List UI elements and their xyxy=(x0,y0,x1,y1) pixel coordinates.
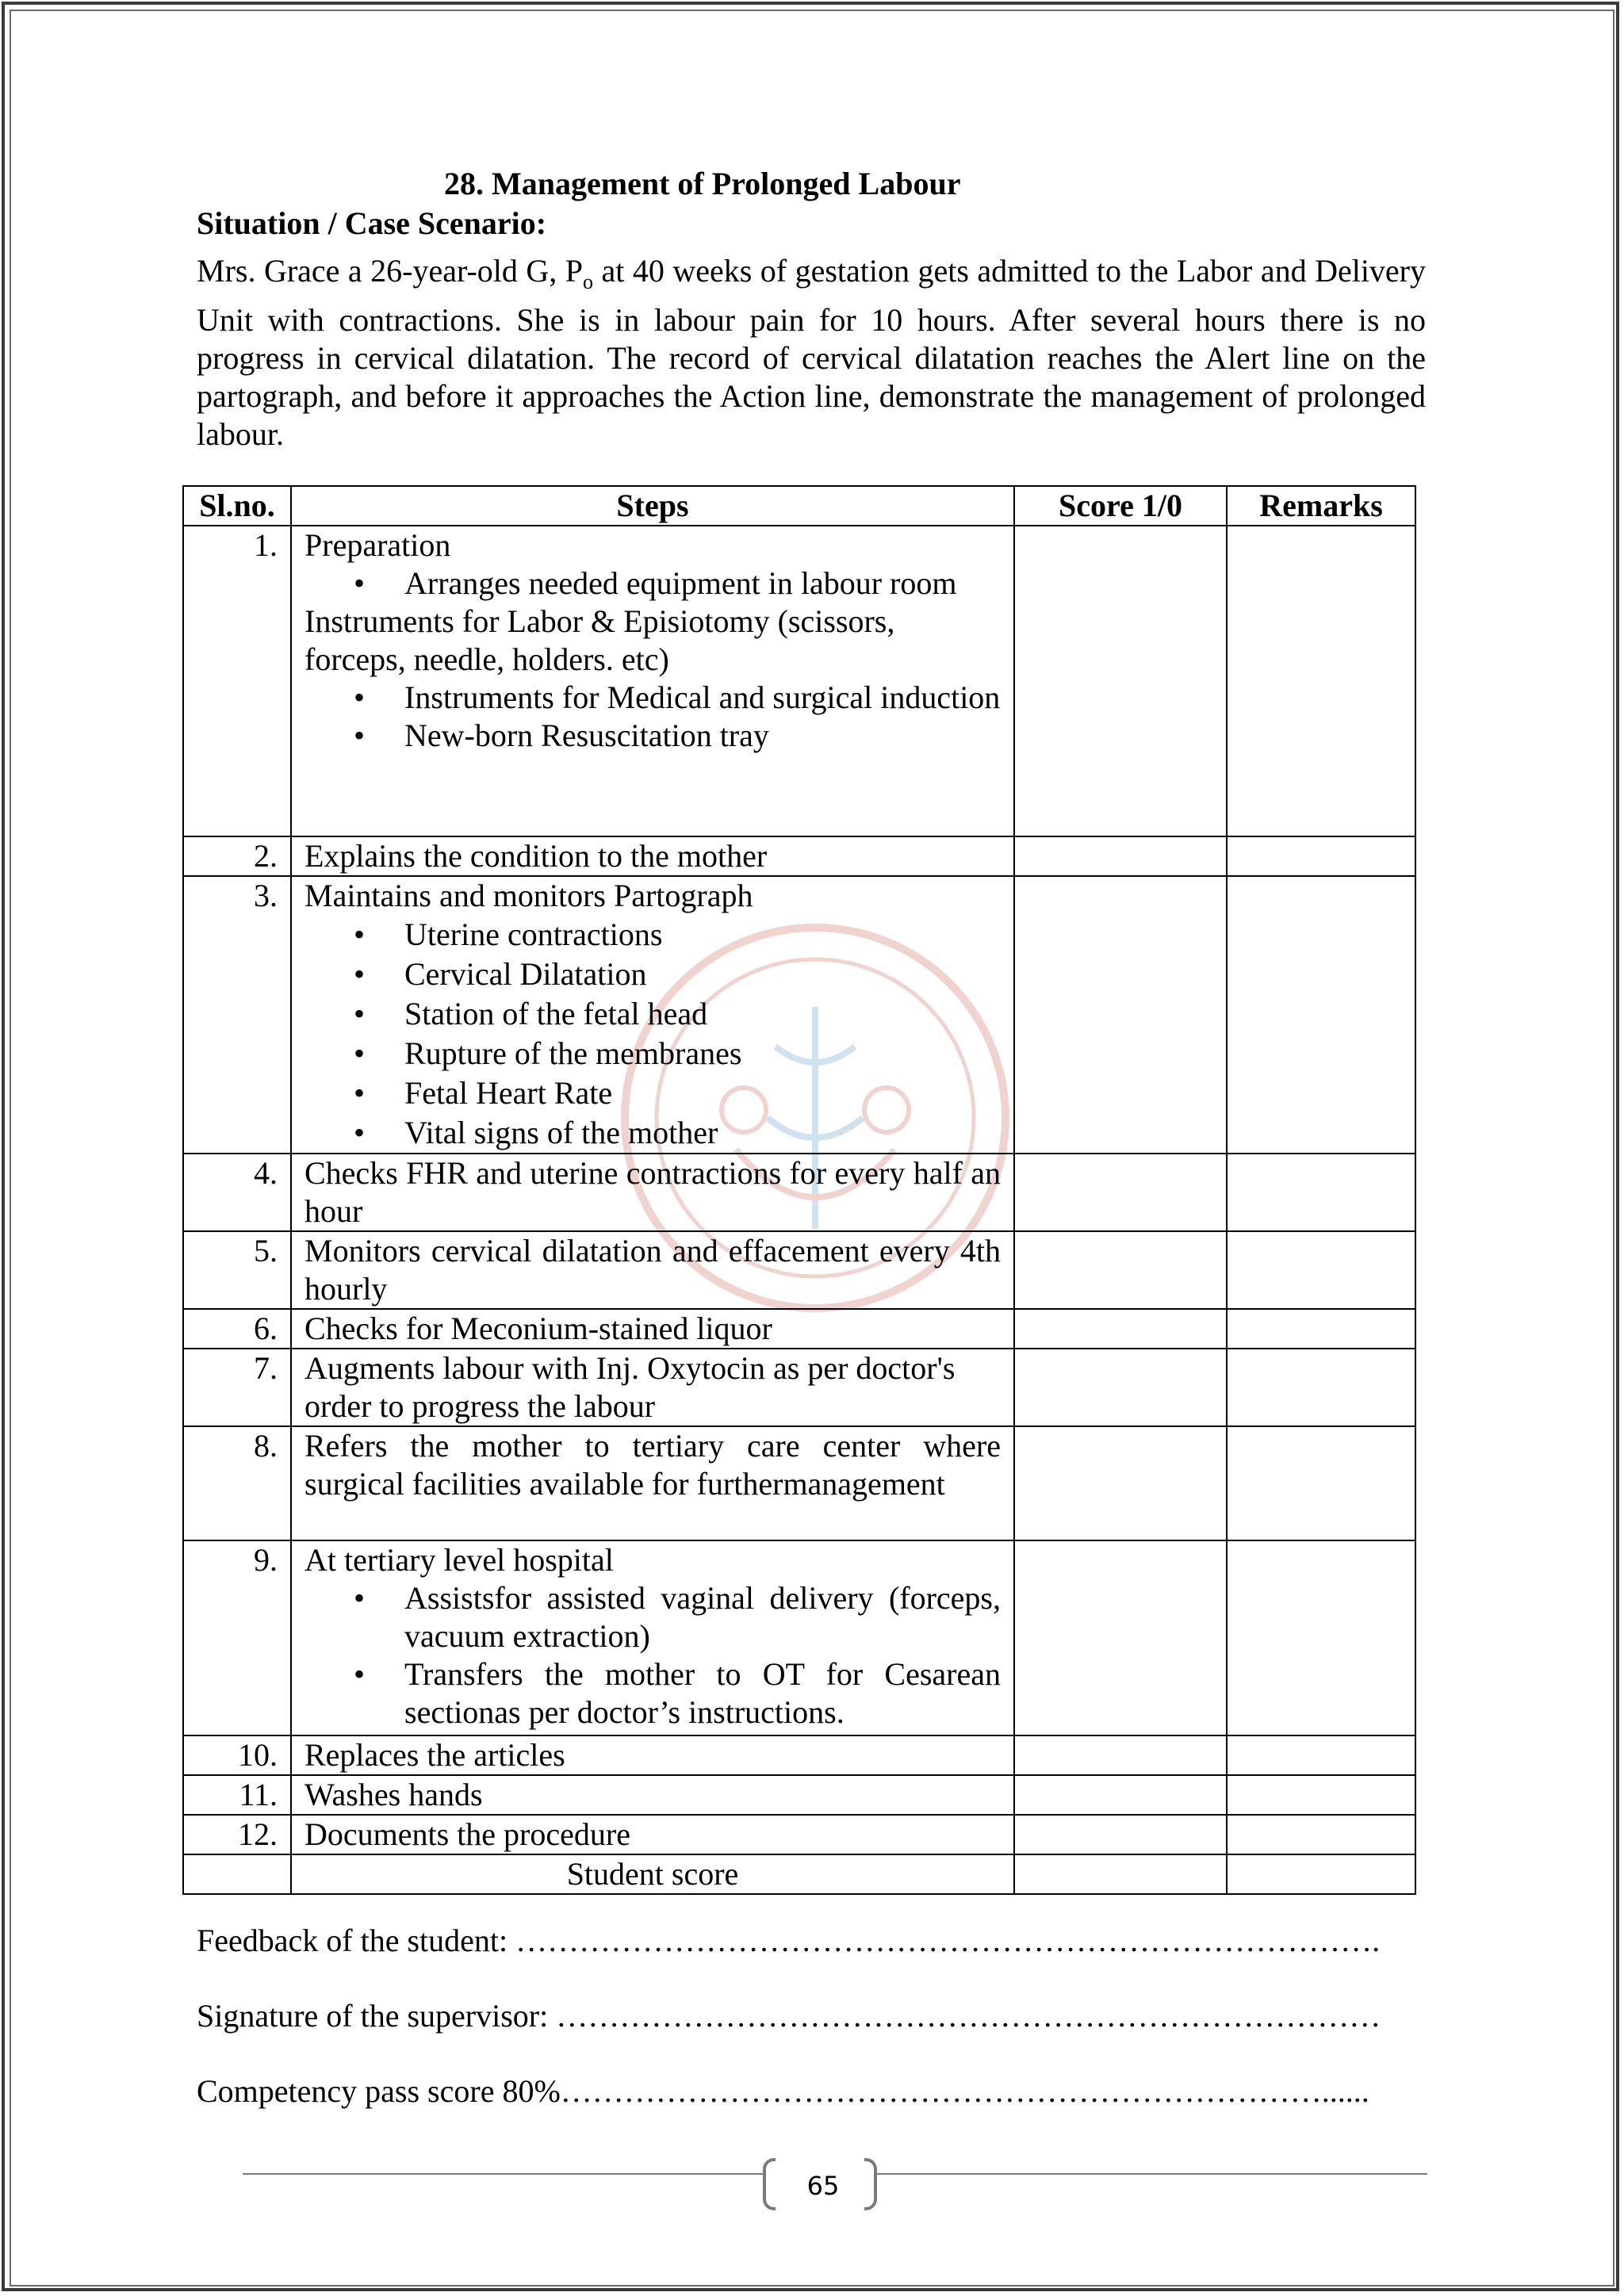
footer-rule-left xyxy=(243,2173,763,2175)
row-number: 10. xyxy=(183,1735,291,1775)
footer-rule-right xyxy=(877,2173,1427,2175)
step-text: Replaces the articles xyxy=(291,1735,1014,1775)
remarks-cell[interactable] xyxy=(1227,1309,1415,1349)
row-number: 8. xyxy=(183,1426,291,1540)
page-title: 28. Management of Prolonged Labour xyxy=(444,166,961,201)
column-header-steps: Steps xyxy=(291,486,1014,526)
step-cell xyxy=(291,1540,1014,1735)
remarks-cell[interactable] xyxy=(1227,526,1415,836)
remarks-cell[interactable] xyxy=(1227,1349,1415,1426)
feedback-line: Feedback of the student: ………………………………………………………………………. xyxy=(197,1923,1381,1958)
score-cell[interactable] xyxy=(1014,1735,1227,1775)
table-row xyxy=(183,1735,1415,1775)
step-bullet: • Vital signs of the mother xyxy=(404,1113,1001,1153)
table-row xyxy=(183,1309,1415,1349)
remarks-cell[interactable] xyxy=(1227,1540,1415,1735)
situation-heading: Situation / Case Scenario: xyxy=(197,205,547,241)
table-row xyxy=(183,1154,1415,1231)
step-text: Augments labour with Inj. Oxytocin as per doctor's order to progress the labour xyxy=(291,1349,1014,1426)
student-score-label: Student score xyxy=(291,1854,1014,1894)
signature-line: Signature of the supervisor: …………………………………………………………………… xyxy=(197,1998,1381,2034)
row-number: 12. xyxy=(183,1815,291,1854)
step-bullet: • New-born Resuscitation tray xyxy=(404,717,1001,755)
score-cell[interactable] xyxy=(1014,876,1227,1154)
step-text: Checks for Meconium-stained liquor xyxy=(291,1309,1014,1349)
row-number: 9. xyxy=(183,1540,291,1735)
row-number: 3. xyxy=(183,876,291,1154)
table-row xyxy=(183,876,1415,1154)
step-cell xyxy=(291,526,1014,836)
score-cell[interactable] xyxy=(1014,1309,1227,1349)
score-cell[interactable] xyxy=(1014,1775,1227,1815)
empty-cell xyxy=(183,1854,291,1894)
score-cell[interactable] xyxy=(1014,1426,1227,1540)
table-row xyxy=(183,1349,1415,1426)
score-cell[interactable] xyxy=(1014,1349,1227,1426)
student-remarks-cell[interactable] xyxy=(1227,1854,1415,1894)
remarks-cell[interactable] xyxy=(1227,1231,1415,1309)
student-score-cell[interactable] xyxy=(1014,1854,1227,1894)
table-row xyxy=(183,1775,1415,1815)
table-row xyxy=(183,1231,1415,1309)
step-bullet: • Arranges needed equipment in labour room xyxy=(404,564,1001,603)
step-text: Maintains and monitors Partograph xyxy=(304,878,753,913)
step-bullet: • Rupture of the membranes xyxy=(404,1034,1001,1073)
remarks-cell[interactable] xyxy=(1227,1735,1415,1775)
step-text: Documents the procedure xyxy=(291,1815,1014,1854)
column-header-slno: Sl.no. xyxy=(183,486,291,526)
table-row xyxy=(183,1815,1415,1854)
step-cell xyxy=(291,876,1014,1154)
step-text: At tertiary level hospital xyxy=(304,1542,614,1578)
step-text: Washes hands xyxy=(291,1775,1014,1815)
table-row xyxy=(183,526,1415,836)
score-cell[interactable] xyxy=(1014,836,1227,876)
row-number: 4. xyxy=(183,1154,291,1231)
case-scenario-text: Mrs. Grace a 26-year-old G, $P_o$ at 40 weeks of gestation gets admitted to the Labor and Delivery Unit with contractions. She is in labour pain for 10 hours. After several hours there is no progress in cervical dilatation. The record of cervical dilatation reaches the Alert line on the partograph, and before it approaches the Action line, demonstrate the management of prolonged labour. xyxy=(197,253,1427,452)
step-bullet: • Cervical Dilatation xyxy=(404,955,1001,994)
score-cell[interactable] xyxy=(1014,1154,1227,1231)
table-row xyxy=(183,1426,1415,1540)
score-cell[interactable] xyxy=(1014,1540,1227,1735)
remarks-cell[interactable] xyxy=(1227,876,1415,1154)
score-cell[interactable] xyxy=(1014,1231,1227,1309)
score-cell[interactable] xyxy=(1014,1815,1227,1854)
page-number-bracket-left xyxy=(763,2158,776,2210)
step-text: Explains the condition to the mother xyxy=(291,836,1014,876)
row-number: 5. xyxy=(183,1231,291,1309)
row-number: 2. xyxy=(183,836,291,876)
row-number: 7. xyxy=(183,1349,291,1426)
table-header-row xyxy=(183,486,1415,526)
remarks-cell[interactable] xyxy=(1227,1426,1415,1540)
row-number: 1. xyxy=(183,526,291,836)
student-score-row xyxy=(183,1854,1415,1894)
row-number: 6. xyxy=(183,1309,291,1349)
score-cell[interactable] xyxy=(1014,526,1227,836)
step-bullet: • Transfers the mother to OT for Cesarean sectionas per doctor’s instructions. xyxy=(404,1655,1001,1732)
step-bullet: • Instruments for Medical and surgical induction xyxy=(404,679,1001,717)
step-text: Instruments for Labor & Episiotomy (scissors, forceps, needle, holders. etc) xyxy=(304,603,895,677)
remarks-cell[interactable] xyxy=(1227,1154,1415,1231)
page-number: 65 xyxy=(806,2171,840,2201)
table-row xyxy=(183,836,1415,876)
table-row xyxy=(183,1540,1415,1735)
column-header-score: Score 1/0 xyxy=(1014,486,1227,526)
remarks-cell[interactable] xyxy=(1227,1815,1415,1854)
step-bullet: • Uterine contractions xyxy=(404,915,1001,955)
procedure-checklist-table xyxy=(182,485,1416,1895)
remarks-cell[interactable] xyxy=(1227,836,1415,876)
column-header-remarks: Remarks xyxy=(1227,486,1415,526)
step-text: Preparation xyxy=(304,527,451,563)
step-bullet: • Station of the fetal head xyxy=(404,994,1001,1034)
step-text: Checks FHR and uterine contractions for every half an hour xyxy=(291,1154,1014,1231)
step-text: Monitors cervical dilatation and effacement every 4th hourly xyxy=(291,1231,1014,1309)
step-bullet: • Assistsfor assisted vaginal delivery (forceps, vacuum extraction) xyxy=(404,1579,1001,1655)
step-text: Refers the mother to tertiary care center where surgical facilities available for furthermanagement xyxy=(291,1426,1014,1540)
pass-score-line: Competency pass score 80%………………………………………………………………...... xyxy=(197,2073,1369,2109)
step-bullet: • Fetal Heart Rate xyxy=(404,1073,1001,1113)
row-number: 11. xyxy=(183,1775,291,1815)
remarks-cell[interactable] xyxy=(1227,1775,1415,1815)
